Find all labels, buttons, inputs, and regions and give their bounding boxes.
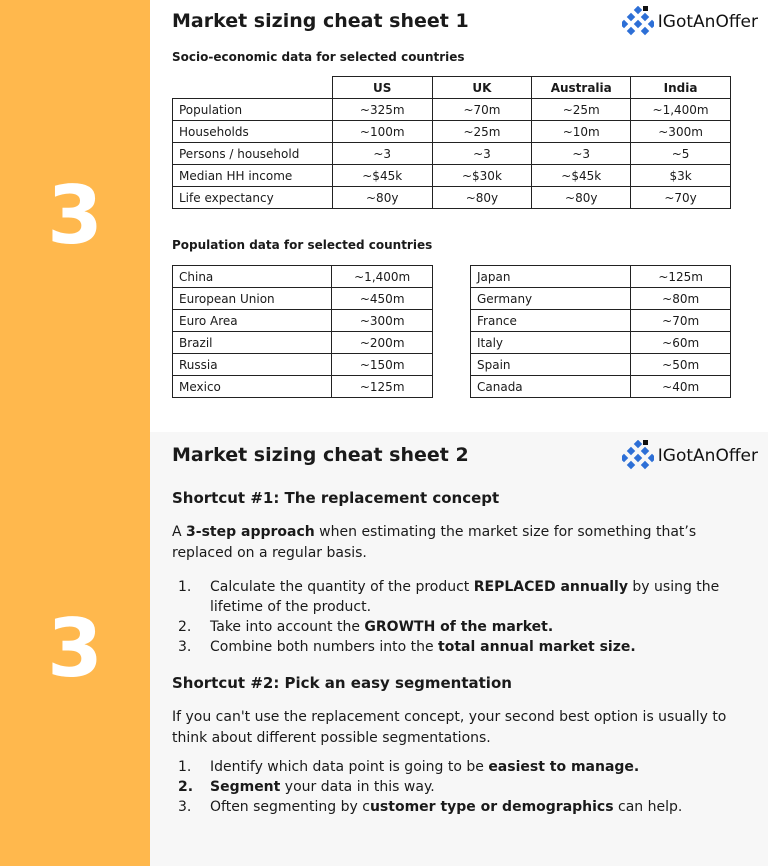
side-strip-top <box>0 0 150 432</box>
cell-value: ~300m <box>631 121 731 143</box>
cell-value: ~25m <box>432 121 532 143</box>
brand-logo <box>622 6 758 38</box>
cell-value: ~3 <box>332 143 432 165</box>
population-value: ~1,400m <box>332 266 433 288</box>
logo-icon <box>622 6 654 38</box>
cell-value: ~$45k <box>532 165 631 187</box>
population-value: ~80m <box>631 288 731 310</box>
table-row <box>471 288 731 310</box>
population-value: ~60m <box>631 332 731 354</box>
cell-value: ~100m <box>332 121 432 143</box>
table-row <box>173 99 731 121</box>
row-label: Population <box>173 99 333 121</box>
country-label: Canada <box>471 376 631 398</box>
column-header: India <box>631 77 731 99</box>
list-item: 2. Take into account the GROWTH of the market. <box>178 619 554 635</box>
logo-text: IGotAnOffer <box>657 446 758 466</box>
cheat-sheet-2 <box>150 432 768 866</box>
country-label: Italy <box>471 332 631 354</box>
shortcut-2-intro: If you can't use the replacement concept, your second best option is usually to think about different possible segmentations. <box>172 709 727 746</box>
cell-value: ~5 <box>631 143 731 165</box>
table-row <box>173 165 731 187</box>
column-header: Australia <box>532 77 631 99</box>
cell-value: ~25m <box>532 99 631 121</box>
cheat-sheet-1 <box>150 0 768 432</box>
cell-value: ~80y <box>432 187 532 209</box>
table-row <box>173 332 433 354</box>
column-header: UK <box>432 77 532 99</box>
population-value: ~450m <box>332 288 433 310</box>
country-label: Euro Area <box>173 310 332 332</box>
table-row <box>173 187 731 209</box>
cell-value: ~80y <box>532 187 631 209</box>
row-label: Persons / household <box>173 143 333 165</box>
row-label: Median HH income <box>173 165 333 187</box>
cell-value: ~3 <box>532 143 631 165</box>
cell-value: ~70y <box>631 187 731 209</box>
population-table-right <box>470 265 731 398</box>
country-label: Brazil <box>173 332 332 354</box>
table-row <box>173 266 433 288</box>
list-item: 3. Often segmenting by customer type or demographics can help. <box>178 799 683 815</box>
row-label: Life expectancy <box>173 187 333 209</box>
side-strip-bottom <box>0 432 150 866</box>
table-row <box>173 376 433 398</box>
table-row <box>471 266 731 288</box>
cell-value: ~3 <box>432 143 532 165</box>
population-value: ~125m <box>631 266 731 288</box>
table-row <box>173 310 433 332</box>
population-table-left <box>172 265 433 398</box>
list-item: 3. Combine both numbers into the total annual market size. <box>178 639 636 655</box>
cell-value: ~1,400m <box>631 99 731 121</box>
country-label: Japan <box>471 266 631 288</box>
cell-value: ~10m <box>532 121 631 143</box>
table-row <box>471 310 731 332</box>
population-table-title: Population data for selected countries <box>172 238 433 252</box>
population-value: ~125m <box>332 376 433 398</box>
socio-economic-table <box>172 76 731 209</box>
shortcut-1-steps <box>172 577 742 657</box>
cell-value: ~$45k <box>332 165 432 187</box>
section-number: 3 <box>47 602 103 695</box>
country-label: Spain <box>471 354 631 376</box>
table-row <box>173 121 731 143</box>
table-row <box>471 332 731 354</box>
country-label: European Union <box>173 288 332 310</box>
shortcut-2-heading: Shortcut #2: Pick an easy segmentation <box>172 674 512 692</box>
table-row <box>173 288 433 310</box>
population-value: ~40m <box>631 376 731 398</box>
cell-value: ~$30k <box>432 165 532 187</box>
list-item: 2. Segment your data in this way. <box>178 779 435 795</box>
population-value: ~200m <box>332 332 433 354</box>
country-label: China <box>173 266 332 288</box>
table-row <box>471 376 731 398</box>
cell-value: ~80y <box>332 187 432 209</box>
country-label: France <box>471 310 631 332</box>
population-value: ~50m <box>631 354 731 376</box>
country-label: Russia <box>173 354 332 376</box>
sheet-title: Market sizing cheat sheet 2 <box>172 444 469 466</box>
table-header-row <box>173 77 731 99</box>
list-item: 1. Identify which data point is going to be easiest to manage. <box>178 759 640 775</box>
population-value: ~150m <box>332 354 433 376</box>
brand-logo <box>622 440 758 472</box>
empty-corner-cell <box>173 77 333 99</box>
table-row <box>471 354 731 376</box>
shortcut-2-steps <box>172 757 742 817</box>
logo-icon <box>622 440 654 472</box>
table-row <box>173 143 731 165</box>
column-header: US <box>332 77 432 99</box>
shortcut-1-heading: Shortcut #1: The replacement concept <box>172 489 500 507</box>
cell-value: ~70m <box>432 99 532 121</box>
population-value: ~70m <box>631 310 731 332</box>
row-label: Households <box>173 121 333 143</box>
country-label: Mexico <box>173 376 332 398</box>
cell-value: ~325m <box>332 99 432 121</box>
table-row <box>173 354 433 376</box>
shortcut-1-intro: A 3-step approach when estimating the market size for something that’s replaced on a regular basis. <box>172 524 697 561</box>
socio-table-title: Socio-economic data for selected countries <box>172 50 465 64</box>
country-label: Germany <box>471 288 631 310</box>
section-number: 3 <box>47 169 103 262</box>
population-value: ~300m <box>332 310 433 332</box>
cell-value: $3k <box>631 165 731 187</box>
list-item: 1. Calculate the quantity of the product REPLACED annually by using the lifetime of the product. <box>178 579 720 615</box>
logo-text: IGotAnOffer <box>657 12 758 32</box>
sheet-title: Market sizing cheat sheet 1 <box>172 10 469 32</box>
